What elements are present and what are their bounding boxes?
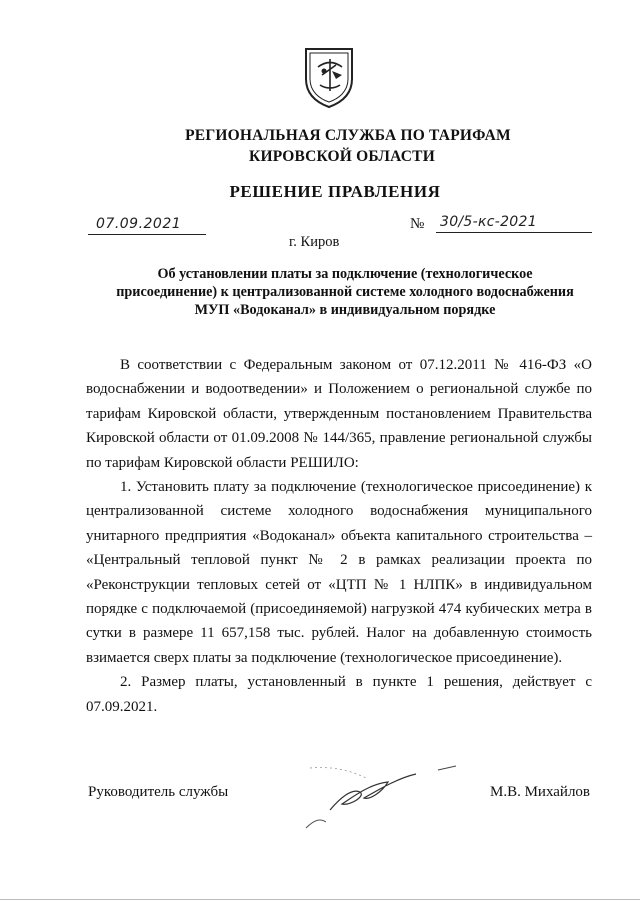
preamble-paragraph: В соответствии с Федеральным законом от 07.12.2011 № 416-ФЗ «О водоснабжении и водоотведении» и Положением о региональной службе по тарифам Кировской области, утвержденным постановлением Правительства Кировской области от 01.09.2008 № 144/365, правление региональной службы по тарифам Кировской области РЕШИЛО: xyxy=(86,357,592,471)
document-number xyxy=(410,216,590,234)
decision-item-2: 2. Размер платы, установленный в пункте 1 решения, действует с 07.09.2021. xyxy=(86,674,592,715)
subject-line2: присоединение) к централизованной системе холодного водоснабжения xyxy=(116,284,574,300)
scan-edge-divider xyxy=(0,899,640,900)
subject-line3: МУП «Водоканал» в индивидуальном порядке xyxy=(194,302,496,318)
org-name-line1: РЕГИОНАЛЬНАЯ СЛУЖБА ПО ТАРИФАМ xyxy=(185,127,511,144)
number-sign: № xyxy=(410,216,425,232)
document-type-title: РЕШЕНИЕ ПРАВЛЕНИЯ xyxy=(229,182,441,201)
document-date-value: 07.09.2021 xyxy=(96,216,182,232)
document-date xyxy=(88,218,206,235)
signatory-name: М.В. Михайлов xyxy=(490,784,591,800)
document-number-value: 30/5-кс-2021 xyxy=(440,214,537,230)
org-name-line2: КИРОВСКОЙ ОБЛАСТИ xyxy=(249,148,435,165)
coat-of-arms-icon xyxy=(302,45,356,109)
document-subject xyxy=(110,265,580,319)
subject-line1: Об установлении платы за подключение (технологическое xyxy=(157,266,533,282)
document-body xyxy=(86,353,592,719)
signatory-title: Руководитель службы xyxy=(88,784,229,800)
handwritten-signature xyxy=(270,748,470,838)
city: г. Киров xyxy=(289,234,340,250)
decision-item-1: 1. Установить плату за подключение (технологическое присоединение) к централизованной системе холодного водоснабжения муниципального унитарного предприятия «Водоканал» объекта капитального строительства – «Центральный тепловой пункт № 2 в рамках реализации проекта по «Реконструкции тепловых сетей от «ЦТП № 1 НЛПК» в индивидуальном порядке с подключаемой (присоединяемой) нагрузкой 474 кубических метра в сутки в размере 11 657,158 тыс. рублей. Налог на добавленную стоимость взимается сверх платы за подключение (технологическое присоединение). xyxy=(86,479,592,666)
number-line xyxy=(436,216,592,233)
